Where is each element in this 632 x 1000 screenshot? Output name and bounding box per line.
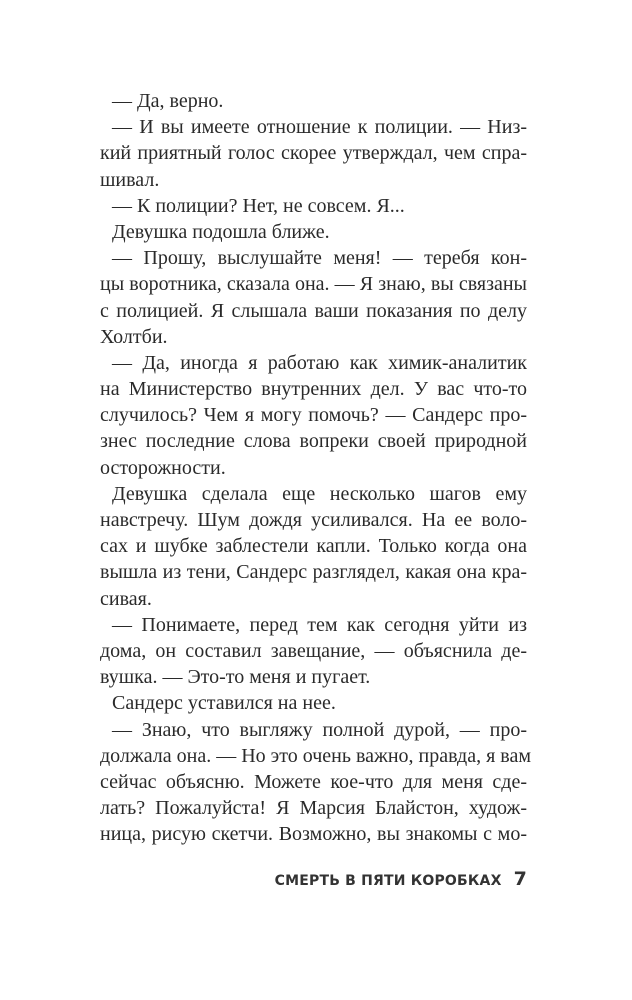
text-line: — К полиции? Нет, не совсем. Я... <box>112 194 405 217</box>
text-line: с полицией. Я слышала ваши показания по делу <box>100 299 527 322</box>
text-line: сейчас объясню. Можете кое-что для меня сде- <box>100 770 527 793</box>
text-line: Девушка сделала еще несколько шагов ему <box>112 482 527 505</box>
text-line: на Министерство внутренних дел. У вас что-то <box>100 378 527 401</box>
text-line: ница, рисую скетчи. Возможно, вы знакомы с мо- <box>100 823 527 846</box>
text-line: лать? Пожалуйста! Я Марсия Блайстон, худож- <box>100 797 527 820</box>
running-footer <box>100 868 527 890</box>
text-line: случилось? Чем я могу помочь? — Сандерс про- <box>100 404 527 427</box>
body-text <box>100 88 532 847</box>
text-line: кий приятный голос скорее утверждал, чем спра- <box>100 142 527 165</box>
text-line: — Да, иногда я работаю как химик-аналитик <box>112 351 527 374</box>
text-line: Холтби. <box>100 325 168 348</box>
text-line: сивая. <box>100 587 152 610</box>
book-title: СМЕРТЬ В ПЯТИ КОРОБКАХ <box>274 873 502 889</box>
text-line: — И вы имеете отношение к полиции. — Низ- <box>112 116 527 139</box>
text-line: дома, он составил завещание, — объяснила де- <box>100 639 527 662</box>
text-line: вушка. — Это-то меня и пугает. <box>100 666 371 689</box>
text-line: — Прошу, выслушайте меня! — теребя кон- <box>112 247 527 270</box>
text-line: должала она. — Но это очень важно, правда, я вам <box>100 744 532 767</box>
text-line: осторожности. <box>100 456 226 479</box>
text-line: сах и шубке заблестели капли. Только когда она <box>100 535 527 558</box>
text-line: Сандерс уставился на нее. <box>112 692 336 715</box>
text-line: — Да, верно. <box>112 90 224 112</box>
text-line: вышла из тени, Сандерс разглядел, какая она кра- <box>100 561 527 584</box>
text-line: цы воротника, сказала она. — Я знаю, вы связаны <box>100 273 527 296</box>
text-line: Девушка подошла ближе. <box>112 220 330 243</box>
text-line: знес последние слова вопреки своей природной <box>100 430 527 453</box>
text-line: — Знаю, что выгляжу полной дурой, — про- <box>112 718 527 741</box>
text-line: навстречу. Шум дождя усиливался. На ее воло- <box>100 509 527 531</box>
text-line: — Понимаете, перед тем как сегодня уйти из <box>112 613 527 636</box>
text-line: шивал. <box>100 168 160 191</box>
page-number: 7 <box>513 868 527 890</box>
